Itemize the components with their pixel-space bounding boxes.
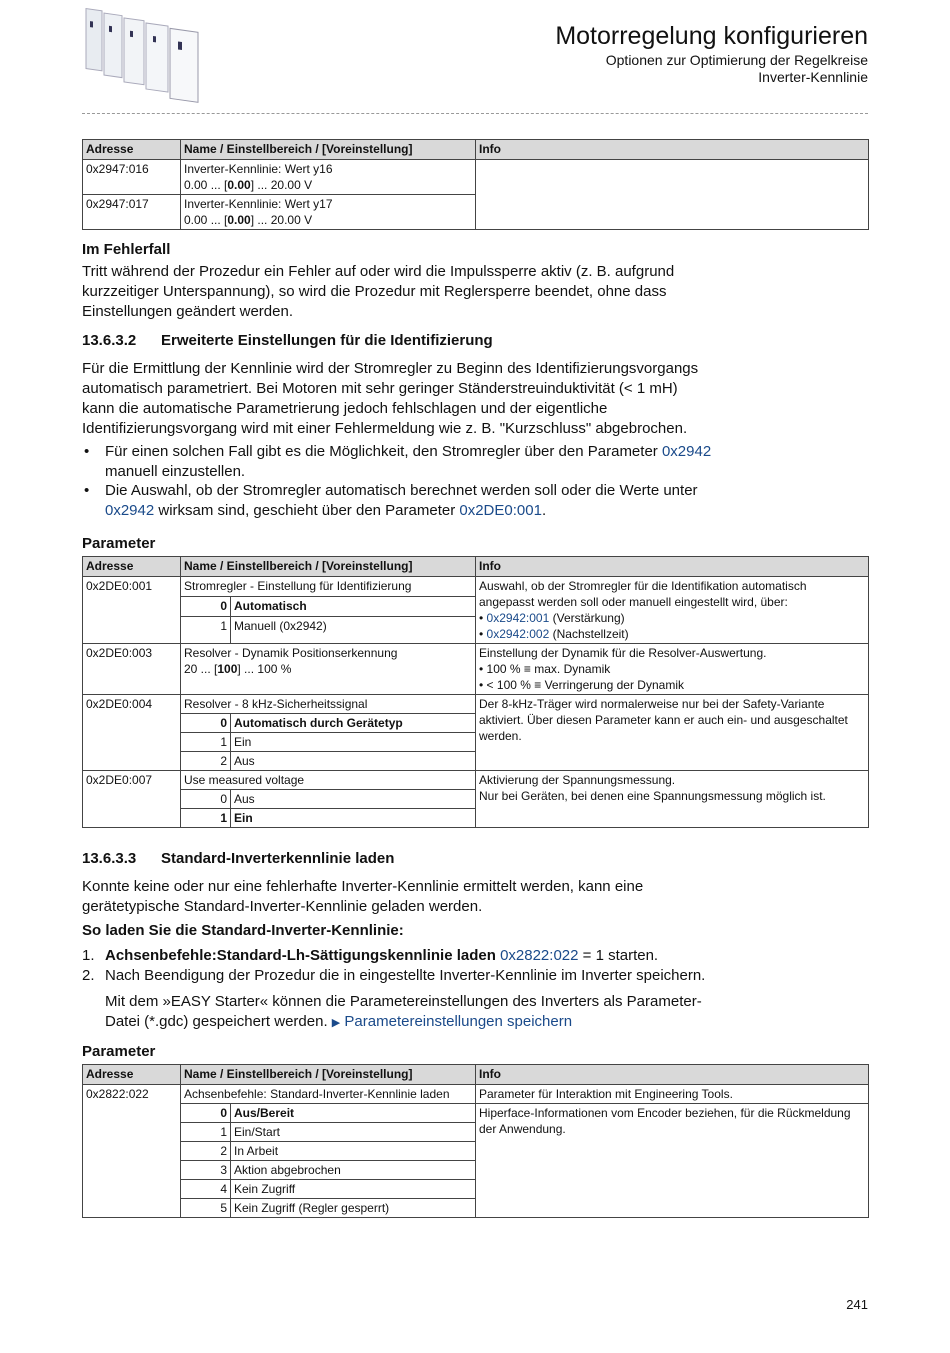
col-header-name: Name / Einstellbereich / [Voreinstellung]	[181, 140, 476, 160]
option-row	[83, 1104, 869, 1123]
section-intro: Für die Ermittlung der Kennlinie wird der Stromregler zu Beginn des Identifizierungsvorgangs automatisch parametriert. Bei Motoren mit sehr geringer Ständerstreuinduktivität (< 1 mH) kann die automatische Parametrierung jedoch fehlschlagen und der eigentliche Identifizierungsvorgang wird mit einer Fehlermeldung wie z. B. "Kurzschluss" abgebrochen.	[82, 360, 699, 437]
howto-heading: So laden Sie die Standard-Inverter-Kennlinie:	[82, 922, 404, 939]
option-label: Ein	[231, 809, 476, 828]
section-heading-13-6-3-2: 13.6.3.2 Erweiterte Einstellungen für die Identifizierung	[82, 332, 493, 349]
option-value: 0	[181, 1104, 231, 1123]
col-header-name: Name / Einstellbereich / [Voreinstellung]	[181, 557, 476, 577]
param-address: 0x2DE0:007	[83, 771, 181, 828]
option-value: 2	[181, 752, 231, 771]
list-item: • Für einen solchen Fall gibt es die Möglichkeit, den Stromregler über den Parameter 0x2942 manuell einzustellen.	[84, 443, 712, 480]
parameter-label: Parameter	[82, 1043, 156, 1060]
option-label: Ein	[231, 733, 476, 752]
option-label: In Arbeit	[231, 1142, 476, 1161]
param-range: 0.00 ... [0.00] ... 20.00 V	[184, 213, 313, 227]
option-label: Automatisch durch Gerätetyp	[231, 714, 476, 733]
param-name: Resolver - 8 kHz-Sicherheitssignal	[181, 695, 476, 714]
param-name: Inverter-Kennlinie: Wert y17 0.00 ... [0.00] ... 20.00 V	[181, 195, 476, 230]
table-row	[83, 644, 869, 695]
param-info	[476, 160, 869, 230]
option-label: Kein Zugriff	[231, 1180, 476, 1199]
param-info: Der 8-kHz-Träger wird normalerweise nur bei der Safety-Variante aktiviert. Über diesen Parameter kann er auch ein- und ausgeschaltet werden.	[476, 695, 869, 771]
subsection-subtitle: Inverter-Kennlinie	[758, 69, 868, 85]
option-value: 0	[181, 790, 231, 809]
option-value: 1	[181, 617, 231, 644]
option-value: 2	[181, 1142, 231, 1161]
option-value: 4	[181, 1180, 231, 1199]
option-label: Aus/Bereit	[231, 1104, 476, 1123]
save-settings-link[interactable]: ▶ Parametereinstellungen speichern	[331, 1013, 573, 1030]
table-row	[83, 577, 869, 597]
col-header-name: Name / Einstellbereich / [Voreinstellung]	[181, 1065, 476, 1085]
param-address: 0x2DE0:001	[83, 577, 181, 644]
step-item: 2. Nach Beendigung der Prozedur die in eingestellte Inverter-Kennlinie im Inverter speichern.	[82, 967, 706, 984]
step-note: Mit dem »EASY Starter« können die Parametereinstellungen des Inverters als Parameter-Datei (*.gdc) gespeichert werden. ▶ Parametereinstellungen speichern	[105, 993, 702, 1030]
option-value: 1	[181, 733, 231, 752]
param-link-0x2942-001[interactable]: 0x2942:001	[486, 611, 550, 625]
col-header-address: Adresse	[83, 1065, 181, 1085]
table-row	[83, 695, 869, 714]
parameter-table-2	[82, 556, 869, 828]
step-item: 1. Achsenbefehle:Standard-Lh-Sättigungskennlinie laden 0x2822:022 = 1 starten.	[82, 947, 659, 964]
option-label: Manuell (0x2942)	[231, 617, 476, 644]
param-range: 20 ... [100] ... 100 %	[184, 662, 292, 676]
param-link-0x2942[interactable]: 0x2942	[105, 502, 155, 519]
option-label: Kein Zugriff (Regler gesperrt)	[231, 1199, 476, 1218]
list-item: • Die Auswahl, ob der Stromregler automatisch berechnet werden soll oder die Werte unter 0x2942 wirksam sind, geschieht über den Parameter 0x2DE0:001.	[84, 482, 698, 519]
parameter-table-1	[82, 139, 869, 230]
option-value: 1	[181, 1123, 231, 1142]
option-label: Aktion abgebrochen	[231, 1161, 476, 1180]
param-address: 0x2DE0:003	[83, 644, 181, 695]
triangle-right-icon: ▶	[331, 1017, 341, 1029]
param-address: 0x2947:017	[83, 195, 181, 230]
param-name: Stromregler - Einstellung für Identifizierung	[181, 577, 476, 597]
param-link-0x2822-022[interactable]: 0x2822:022	[500, 947, 579, 964]
param-name: Use measured voltage	[181, 771, 476, 790]
col-header-info: Info	[476, 1065, 869, 1085]
header-divider	[82, 113, 868, 114]
product-image	[82, 6, 212, 104]
param-name: Achsenbefehle: Standard-Inverter-Kennlinie laden	[181, 1085, 476, 1104]
param-address: 0x2DE0:004	[83, 695, 181, 771]
section-subtitle: Optionen zur Optimierung der Regelkreise	[605, 52, 868, 68]
error-case-heading: Im Fehlerfall	[82, 241, 171, 258]
param-link-0x2942[interactable]: 0x2942	[661, 443, 712, 460]
option-value: 0	[181, 597, 231, 617]
param-address: 0x2822:022	[83, 1085, 181, 1218]
option-label: Aus	[231, 752, 476, 771]
param-info: Aktivierung der Spannungsmessung. Nur bei Geräten, bei denen eine Spannungsmessung möglich ist.	[476, 771, 869, 828]
param-info: Parameter für Interaktion mit Engineering Tools.	[476, 1085, 869, 1104]
option-label: Ein/Start	[231, 1123, 476, 1142]
param-name: Resolver - Dynamik Positionserkennung 20 ... [100] ... 100 %	[181, 644, 476, 695]
param-link-0x2942-002[interactable]: 0x2942:002	[486, 627, 550, 641]
table-row	[83, 771, 869, 790]
param-name: Inverter-Kennlinie: Wert y16 0.00 ... [0.00] ... 20.00 V	[181, 160, 476, 195]
page-number: 241	[846, 1297, 868, 1312]
option-label: Automatisch	[231, 597, 476, 617]
param-info: Hiperface-Informationen vom Encoder beziehen, für die Rückmeldung der Anwendung.	[476, 1104, 869, 1218]
col-header-address: Adresse	[83, 140, 181, 160]
param-address: 0x2947:016	[83, 160, 181, 195]
error-case-text: Tritt während der Prozedur ein Fehler auf oder wird die Impulssperre aktiv (z. B. aufgrund kurzzeitiger Unterspannung), so wird die Prozedur mit Reglersperre beendet, ohne dass Einstellungen geändert werden.	[82, 263, 675, 320]
param-info: Auswahl, ob der Stromregler für die Identifikation automatisch angepasst werden soll oder manuell eingestellt wird, über: • 0x2942:001 (Verstärkung) • 0x2942:002 (Nachstellzeit)	[476, 577, 869, 644]
param-link-0x2de0-001[interactable]: 0x2DE0:001	[459, 502, 542, 519]
parameter-label: Parameter	[82, 535, 156, 552]
param-info: Einstellung der Dynamik für die Resolver-Auswertung. • 100 % ≡ max. Dynamik • < 100 % ≡ Verringerung der Dynamik	[476, 644, 869, 695]
table-row	[83, 1085, 869, 1104]
chapter-title: Motorregelung konfigurieren	[555, 22, 868, 50]
option-value: 1	[181, 809, 231, 828]
parameter-table-3	[82, 1064, 869, 1218]
option-label: Aus	[231, 790, 476, 809]
col-header-info: Info	[476, 557, 869, 577]
col-header-info: Info	[476, 140, 869, 160]
col-header-address: Adresse	[83, 557, 181, 577]
section-intro: Konnte keine oder nur eine fehlerhafte Inverter-Kennlinie ermittelt werden, kann eine gerätetypische Standard-Inverter-Kennlinie geladen werden.	[82, 878, 644, 915]
option-value: 3	[181, 1161, 231, 1180]
table-row	[83, 160, 869, 195]
option-value: 0	[181, 714, 231, 733]
param-range: 0.00 ... [0.00] ... 20.00 V	[184, 178, 313, 192]
option-value: 5	[181, 1199, 231, 1218]
section-heading-13-6-3-3: 13.6.3.3 Standard-Inverterkennlinie laden	[82, 850, 395, 867]
